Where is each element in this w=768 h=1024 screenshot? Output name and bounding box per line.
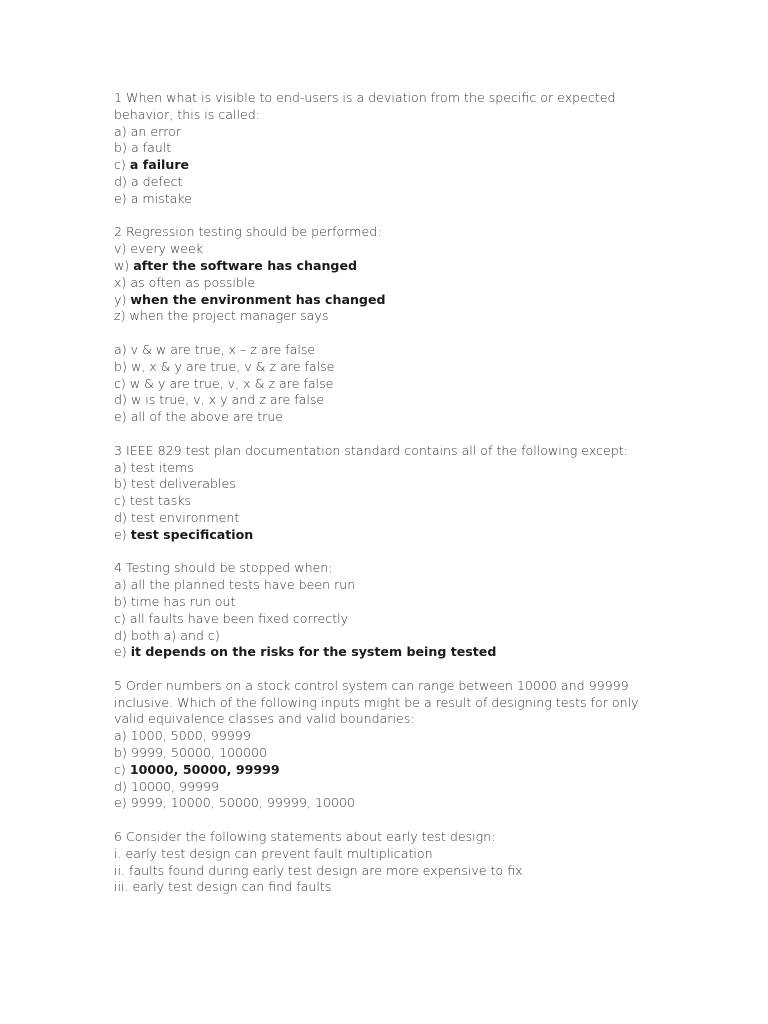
answer-option bbox=[114, 628, 654, 645]
statement-text: as often as possible bbox=[130, 274, 256, 290]
answer-option bbox=[114, 376, 654, 393]
statement bbox=[114, 879, 654, 896]
answer-option bbox=[114, 174, 654, 191]
answer-option bbox=[114, 460, 654, 477]
option-text: 9999, 50000, 100000 bbox=[130, 745, 268, 761]
statement-text: every week bbox=[130, 241, 204, 257]
answer-option bbox=[114, 795, 654, 812]
question-4 bbox=[114, 560, 654, 661]
statement bbox=[114, 863, 654, 880]
answer-option bbox=[114, 577, 654, 594]
statement-label: ii. bbox=[114, 862, 126, 878]
statement-text: early test design can prevent fault multiplication bbox=[125, 845, 433, 861]
statement-label: iii. bbox=[114, 879, 129, 895]
option-label: c) bbox=[114, 610, 126, 626]
statement-label: v) bbox=[114, 241, 127, 257]
answer-option bbox=[114, 191, 654, 208]
option-text: a mistake bbox=[130, 190, 192, 206]
option-label: c) bbox=[114, 375, 126, 391]
option-text: w & y are true, v, x & z are false bbox=[129, 375, 334, 391]
answer-option bbox=[114, 611, 654, 628]
question-stem: 5 Order numbers on a stock control system can range between 10000 and 99999 inclusive. Which of the following inputs might be a result of designing tests for only valid equivalence classes and valid boundaries: bbox=[114, 677, 643, 727]
option-text: w is true, v, x y and z are false bbox=[130, 392, 325, 408]
option-label: e) bbox=[114, 644, 127, 660]
option-text: test deliverables bbox=[130, 476, 236, 492]
option-label: e) bbox=[114, 190, 127, 206]
option-text: 10000, 99999 bbox=[130, 778, 220, 794]
statement-text: faults found during early test design are more expensive to fix bbox=[129, 862, 523, 878]
option-label: b) bbox=[114, 476, 127, 492]
option-label: e) bbox=[114, 795, 127, 811]
statement bbox=[114, 292, 654, 309]
option-text: time has run out bbox=[130, 593, 236, 609]
option-label: c) bbox=[114, 761, 126, 777]
option-label: a) bbox=[114, 577, 127, 593]
statement bbox=[114, 846, 654, 863]
answer-option bbox=[114, 493, 654, 510]
answer-option bbox=[114, 476, 654, 493]
option-label: d) bbox=[114, 509, 127, 525]
question-stem: 3 IEEE 829 test plan documentation standard contains all of the following except: bbox=[114, 442, 628, 458]
option-label: a) bbox=[114, 728, 127, 744]
statement-label: y) bbox=[114, 291, 127, 307]
statement bbox=[114, 308, 654, 325]
answer-option bbox=[114, 745, 654, 762]
correct-statement-text: when the environment has changed bbox=[130, 291, 386, 307]
answer-option bbox=[114, 359, 654, 376]
option-label: d) bbox=[114, 392, 127, 408]
option-label: b) bbox=[114, 358, 127, 374]
option-text: test environment bbox=[130, 509, 240, 525]
statement bbox=[114, 241, 654, 258]
option-text: test tasks bbox=[129, 493, 192, 509]
option-label: e) bbox=[114, 526, 127, 542]
answer-option bbox=[114, 157, 654, 174]
statement-text: when the project manager says bbox=[129, 308, 329, 324]
option-text: 1000, 5000, 99999 bbox=[130, 728, 251, 744]
statement-label: i. bbox=[114, 845, 122, 861]
option-label: b) bbox=[114, 745, 127, 761]
option-label: d) bbox=[114, 173, 127, 189]
option-text: all faults have been fixed correctly bbox=[129, 610, 349, 626]
question-stem: 1 When what is visible to end-users is a deviation from the specific or expected behavior, this is called: bbox=[114, 90, 620, 122]
statement bbox=[114, 275, 654, 292]
statement-label: z) bbox=[114, 308, 126, 324]
question-2 bbox=[114, 224, 654, 426]
option-text: a fault bbox=[130, 140, 172, 156]
option-text: w, x & y are true, v & z are false bbox=[130, 358, 335, 374]
option-label: d) bbox=[114, 778, 127, 794]
option-label: a) bbox=[114, 123, 127, 139]
answer-option bbox=[114, 527, 654, 544]
option-label: a) bbox=[114, 341, 127, 357]
option-text: test items bbox=[130, 459, 194, 475]
answer-option bbox=[114, 409, 654, 426]
correct-option-text: 10000, 50000, 99999 bbox=[129, 761, 280, 777]
option-label: a) bbox=[114, 459, 127, 475]
answer-option bbox=[114, 644, 654, 661]
question-1 bbox=[114, 90, 654, 208]
statement-label: x) bbox=[114, 274, 127, 290]
option-text: all of the above are true bbox=[130, 409, 284, 425]
answer-option bbox=[114, 594, 654, 611]
option-label: c) bbox=[114, 157, 126, 173]
statement-text: early test design can find faults bbox=[132, 879, 332, 895]
option-text: an error bbox=[130, 123, 182, 139]
answer-option bbox=[114, 762, 654, 779]
question-6 bbox=[114, 829, 654, 896]
option-label: b) bbox=[114, 140, 127, 156]
question-stem: 2 Regression testing should be performed: bbox=[114, 224, 382, 240]
option-text: all the planned tests have been run bbox=[130, 577, 356, 593]
option-label: b) bbox=[114, 593, 127, 609]
statement bbox=[114, 258, 654, 275]
document-page bbox=[114, 90, 654, 913]
option-label: d) bbox=[114, 627, 127, 643]
option-text: 9999, 10000, 50000, 99999, 10000 bbox=[130, 795, 356, 811]
correct-option-text: it depends on the risks for the system being tested bbox=[130, 644, 497, 660]
blank-line bbox=[114, 325, 654, 342]
answer-option bbox=[114, 728, 654, 745]
answer-option bbox=[114, 779, 654, 796]
correct-option-text: a failure bbox=[129, 157, 190, 173]
statement-label: w) bbox=[114, 257, 130, 273]
option-text: v & w are true, x – z are false bbox=[130, 341, 316, 357]
option-label: c) bbox=[114, 493, 126, 509]
option-text: a defect bbox=[130, 173, 183, 189]
answer-option bbox=[114, 510, 654, 527]
question-3 bbox=[114, 443, 654, 544]
answer-option bbox=[114, 124, 654, 141]
question-5 bbox=[114, 678, 654, 812]
option-label: e) bbox=[114, 409, 127, 425]
answer-option bbox=[114, 342, 654, 359]
option-text: both a) and c) bbox=[130, 627, 220, 643]
question-stem: 6 Consider the following statements about early test design: bbox=[114, 829, 496, 845]
question-stem: 4 Testing should be stopped when: bbox=[114, 560, 333, 576]
answer-option bbox=[114, 392, 654, 409]
answer-option bbox=[114, 140, 654, 157]
correct-option-text: test specification bbox=[130, 526, 254, 542]
correct-statement-text: after the software has changed bbox=[133, 257, 358, 273]
